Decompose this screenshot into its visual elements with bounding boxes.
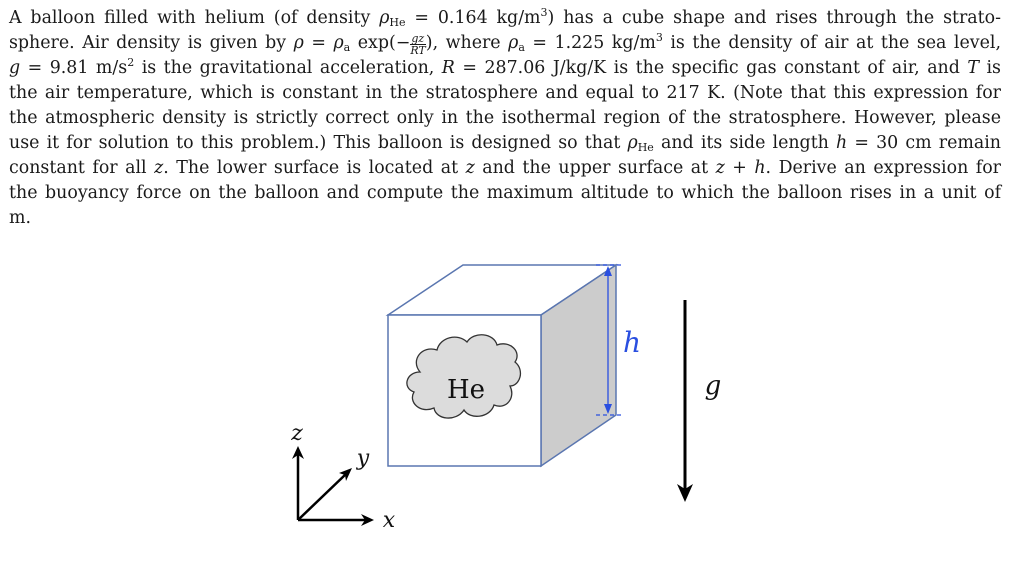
gravity-arrow bbox=[677, 300, 721, 502]
y-axis-label: y bbox=[356, 446, 370, 471]
problem-line-1: A balloon filled with helium (of density $\rho_{He} = 0.164$ $kg/m^3$) has a cube shape and rises through the strato- bbox=[9, 6, 1002, 29]
exponent-fraction: $\frac{gz}{RT}$ bbox=[410, 32, 426, 57]
problem-line-8: the buoyancy force on the balloon and compute the maximum altitude to which the balloon rises in a unit of bbox=[9, 183, 1001, 203]
problem-line-4: the air temperature, which is constant in the stratosphere and equal to 217 K. (Note that this expression for bbox=[9, 83, 1001, 103]
height-label: h bbox=[622, 326, 642, 359]
coordinate-axes bbox=[290, 421, 396, 533]
problem-line-5: the atmospheric density is strictly correct only in the isothermal region of the stratosphere. However, please bbox=[9, 108, 1001, 128]
helium-label: He bbox=[446, 375, 486, 405]
problem-line-3: g = 9.81 $m/s^2$ is the gravitational acceleration, R = 287.06 J/kg/K is the specific gas constant of air, and T is bbox=[9, 56, 1001, 78]
gravity-label: g bbox=[704, 371, 722, 401]
x-axis-label: x bbox=[382, 508, 396, 533]
z-axis-label: z bbox=[291, 421, 303, 446]
problem-line-7: constant for all z. The lower surface is located at z and the upper surface at z + h. Derive an expression for bbox=[9, 158, 1001, 178]
problem-line-9: m. bbox=[9, 208, 32, 228]
problem-line-2: sphere. Air density is given by $\rho = \rho_a$ exp(− $\frac{gz}{RT}$ ), where $\rho_a = 1.225$ $kg/m^3$ is the density of air at the sea level, bbox=[9, 31, 1001, 57]
problem-line-6: use it for solution to this problem.) This balloon is designed so that $\rho_{He}$ and its side length h = 30 cm remain bbox=[9, 133, 1001, 154]
